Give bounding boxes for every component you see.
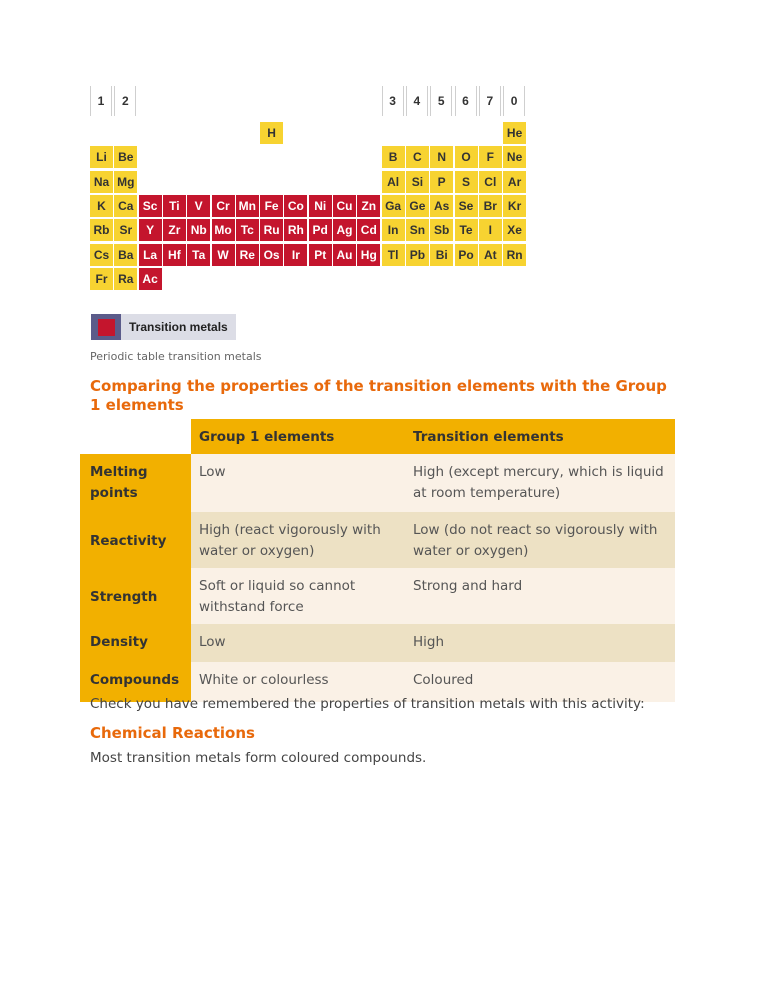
element-cell: Y (139, 219, 162, 241)
transition-cell: Coloured (405, 662, 675, 702)
element-cell: Sr (114, 219, 137, 241)
element-cell: Te (455, 219, 478, 241)
element-cell: V (187, 195, 210, 217)
element-cell: At (479, 244, 502, 266)
transition-cell: Low (do not react so vigorously with water or oxygen) (405, 512, 675, 568)
table-row (80, 568, 675, 624)
group-header: 7 (479, 86, 501, 116)
element-cell: Zn (357, 195, 380, 217)
element-cell: W (212, 244, 235, 266)
group-header: 3 (382, 86, 404, 116)
row-header: Compounds (80, 662, 191, 702)
row-header: Density (80, 624, 191, 662)
element-cell: N (430, 146, 453, 168)
element-cell: Fe (260, 195, 283, 217)
element-cell: Fr (90, 268, 113, 290)
element-cell: As (430, 195, 453, 217)
transition-cell: High (except mercury, which is liquid at room temperature) (405, 454, 675, 512)
element-cell: I (479, 219, 502, 241)
element-cell: Kr (503, 195, 526, 217)
element-cell: Os (260, 244, 283, 266)
element-cell: O (455, 146, 478, 168)
group-header: 0 (503, 86, 525, 116)
reactions-text: Most transition metals form coloured compounds. (90, 750, 427, 766)
transition-metals-swatch (91, 314, 121, 340)
element-cell: Ca (114, 195, 137, 217)
chemical-reactions-heading: Chemical Reactions (90, 724, 255, 742)
element-cell: Pd (309, 219, 332, 241)
element-cell: Mn (236, 195, 259, 217)
table-row (80, 624, 675, 662)
row-header: Reactivity (80, 512, 191, 568)
element-cell: Ti (163, 195, 186, 217)
element-cell: In (382, 219, 405, 241)
element-cell: Ba (114, 244, 137, 266)
transition-cell: High (405, 624, 675, 662)
element-cell: Be (114, 146, 137, 168)
element-cell: Rb (90, 219, 113, 241)
element-cell: Ge (406, 195, 429, 217)
element-cell: B (382, 146, 405, 168)
element-cell: Rn (503, 244, 526, 266)
element-cell: Mg (114, 171, 137, 193)
comparison-heading: Comparing the properties of the transition elements with the Group 1 elements (90, 377, 667, 414)
element-cell: Mo (212, 219, 235, 241)
element-cell: Ir (284, 244, 307, 266)
element-cell: Tc (236, 219, 259, 241)
element-cell: Cl (479, 171, 502, 193)
element-cell: Ga (382, 195, 405, 217)
group1-cell: White or colourless (191, 662, 405, 702)
element-cell: Ag (333, 219, 356, 241)
element-cell: Ru (260, 219, 283, 241)
comparison-table (80, 419, 675, 702)
element-cell: Sc (139, 195, 162, 217)
row-header: Strength (80, 568, 191, 624)
element-cell: Sb (430, 219, 453, 241)
element-cell: Re (236, 244, 259, 266)
figure-caption: Periodic table transition metals (90, 350, 262, 363)
group-header: 5 (430, 86, 452, 116)
element-cell: Li (90, 146, 113, 168)
element-cell: Cs (90, 244, 113, 266)
element-cell: Ra (114, 268, 137, 290)
group1-cell: High (react vigorously with water or oxygen) (191, 512, 405, 568)
element-cell: Zr (163, 219, 186, 241)
transition-header: Transition elements (405, 419, 675, 454)
element-cell: Ac (139, 268, 162, 290)
group1-cell: Low (191, 454, 405, 512)
element-cell: Bi (430, 244, 453, 266)
element-cell: S (455, 171, 478, 193)
element-cell: Si (406, 171, 429, 193)
element-cell: Hg (357, 244, 380, 266)
group-header: 6 (455, 86, 477, 116)
element-cell: Au (333, 244, 356, 266)
element-cell: H (260, 122, 283, 144)
group1-cell: Soft or liquid so cannot withstand force (191, 568, 405, 624)
element-cell: La (139, 244, 162, 266)
element-cell: Hf (163, 244, 186, 266)
element-cell: C (406, 146, 429, 168)
element-cell: Na (90, 171, 113, 193)
element-cell: Xe (503, 219, 526, 241)
table-row (80, 454, 675, 512)
table-row (80, 512, 675, 568)
element-cell: Rh (284, 219, 307, 241)
element-cell: Nb (187, 219, 210, 241)
element-cell: Se (455, 195, 478, 217)
element-cell: Ne (503, 146, 526, 168)
element-cell: Al (382, 171, 405, 193)
element-cell: Po (455, 244, 478, 266)
legend-label: Transition metals (121, 314, 236, 340)
element-cell: Cd (357, 219, 380, 241)
element-cell: Ni (309, 195, 332, 217)
group-header: 1 (90, 86, 112, 116)
element-cell: He (503, 122, 526, 144)
element-cell: P (430, 171, 453, 193)
element-cell: Ar (503, 171, 526, 193)
legend (91, 314, 236, 340)
transition-cell: Strong and hard (405, 568, 675, 624)
check-text: Check you have remembered the properties of transition metals with this activity: (90, 696, 645, 712)
element-cell: Br (479, 195, 502, 217)
periodic-table (88, 86, 528, 296)
element-cell: Cu (333, 195, 356, 217)
table-corner (80, 419, 191, 454)
element-cell: Tl (382, 244, 405, 266)
group1-cell: Low (191, 624, 405, 662)
row-header: Melting points (80, 454, 191, 512)
group1-header: Group 1 elements (191, 419, 405, 454)
group-header: 4 (406, 86, 428, 116)
element-cell: Cr (212, 195, 235, 217)
element-cell: Co (284, 195, 307, 217)
element-cell: Pt (309, 244, 332, 266)
group-header: 2 (114, 86, 136, 116)
element-cell: K (90, 195, 113, 217)
element-cell: Ta (187, 244, 210, 266)
element-cell: Pb (406, 244, 429, 266)
element-cell: Sn (406, 219, 429, 241)
element-cell: F (479, 146, 502, 168)
